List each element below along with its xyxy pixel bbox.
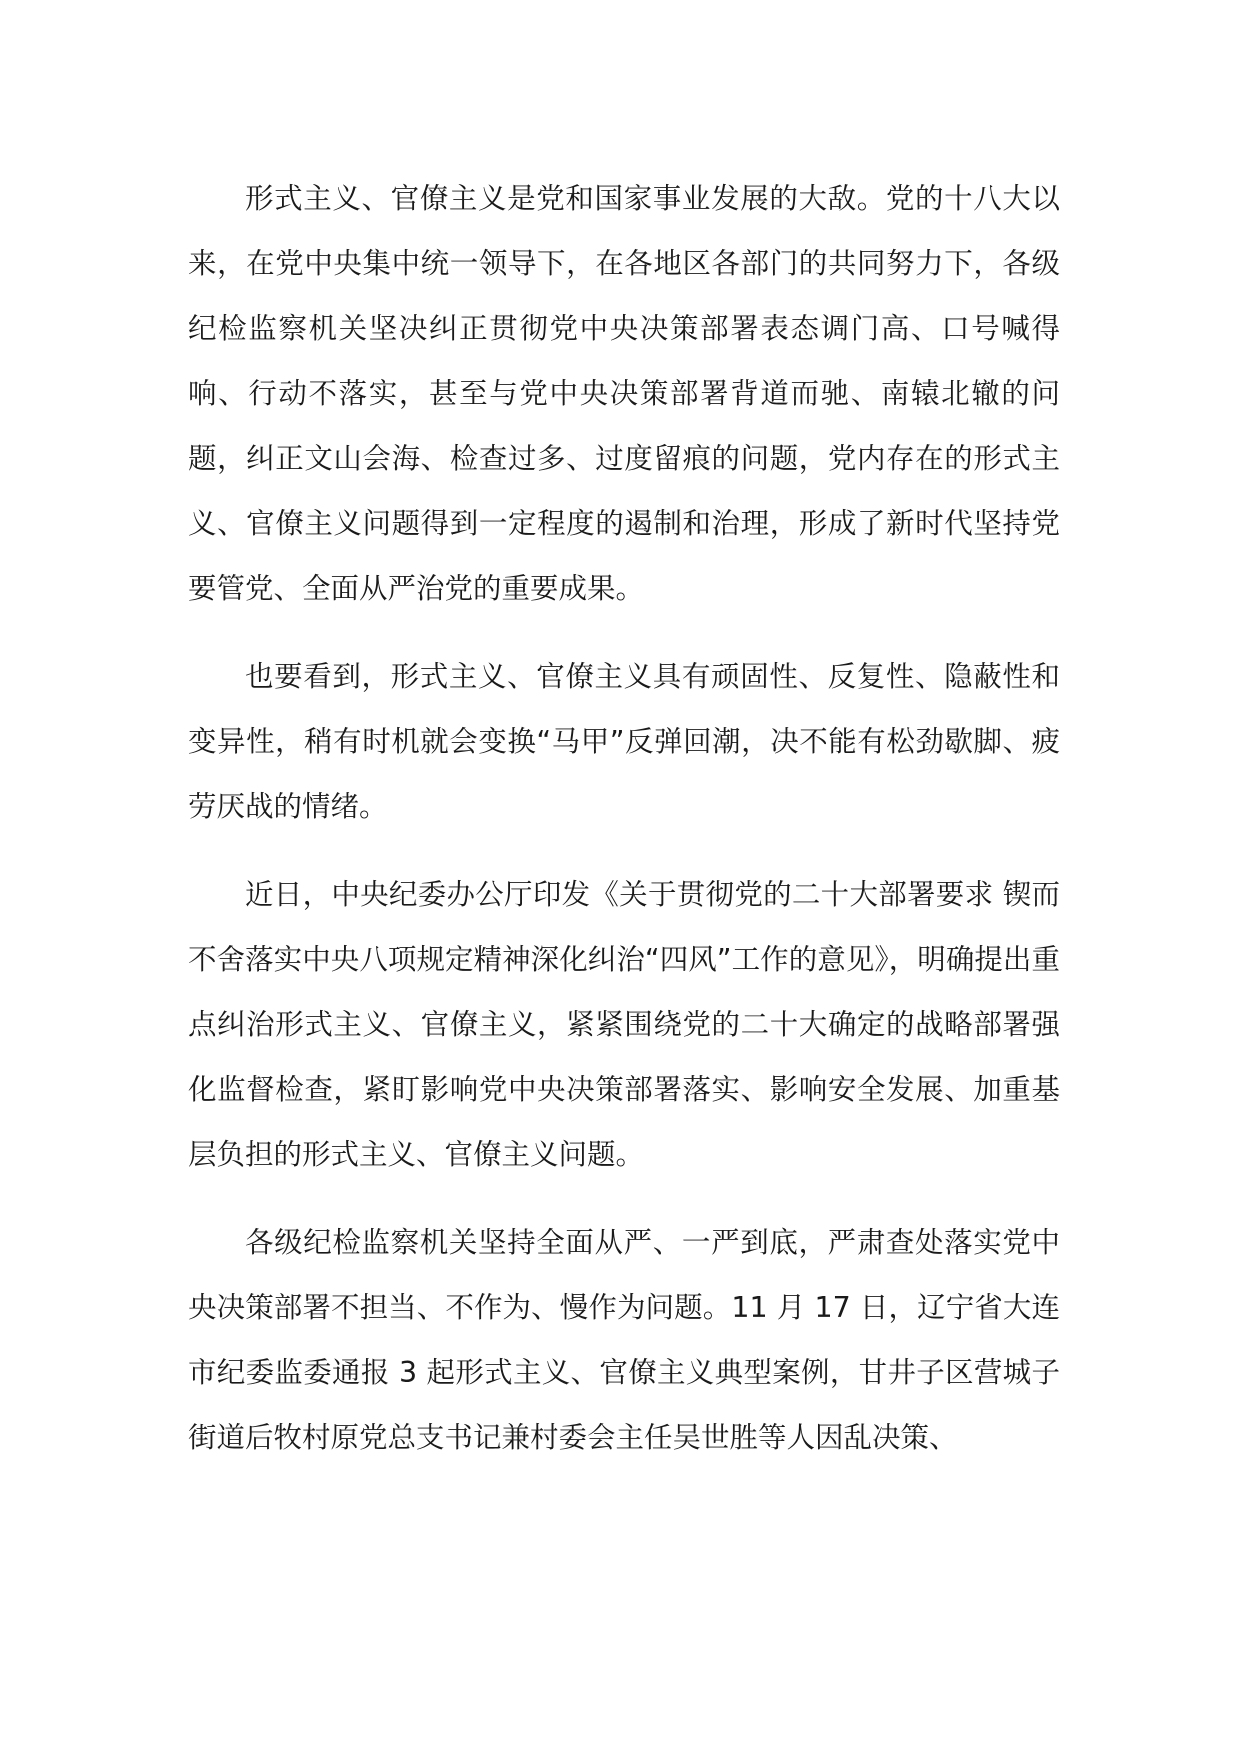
paragraph-2: 也要看到，形式主义、官僚主义具有顽固性、反复性、隐蔽性和变异性，稍有时机就会变换“马甲”反弹回潮，决不能有松劲歇脚、疲劳厌战的情绪。	[188, 660, 1060, 823]
document-body	[188, 166, 1060, 1493]
paragraph-3: 近日，中央纪委办公厅印发《关于贯彻党的二十大部署要求 锲而不舍落实中央八项规定精神深化纠治“四风”工作的意见》，明确提出重点纠治形式主义、官僚主义，紧紧围绕党的二十大确定的战略部署强化监督检查，紧盯影响党中央决策部署落实、影响安全发展、加重基层负担的形式主义、官僚主义问题。	[188, 878, 1060, 1171]
paragraph-4: 各级纪检监察机关坚持全面从严、一严到底，严肃查处落实党中央决策部署不担当、不作为、慢作为问题。11 月 17 日，辽宁省大连市纪委监委通报 3 起形式主义、官僚主义典型案例，甘井子区营城子街道后牧村原党总支书记兼村委会主任吴世胜等人因乱决策、	[188, 1226, 1060, 1454]
paragraph-1: 形式主义、官僚主义是党和国家事业发展的大敌。党的十八大以来，在党中央集中统一领导下，在各地区各部门的共同努力下，各级纪检监察机关坚决纠正贯彻党中央决策部署表态调门高、口号喊得响、行动不落实，甚至与党中央决策部署背道而驰、南辕北辙的问题，纠正文山会海、检查过多、过度留痕的问题，党内存在的形式主义、官僚主义问题得到一定程度的遏制和治理，形成了新时代坚持党要管党、全面从严治党的重要成果。	[188, 182, 1060, 605]
